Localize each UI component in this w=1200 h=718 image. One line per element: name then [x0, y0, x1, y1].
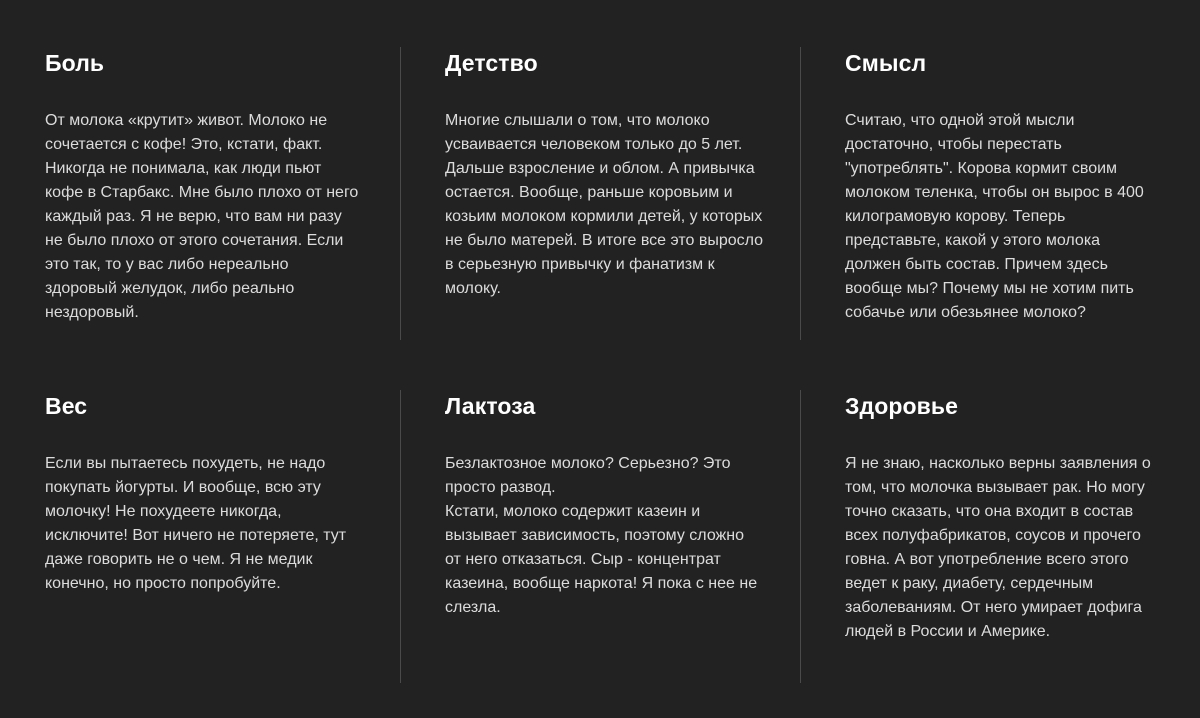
card-title: Лактоза: [445, 393, 536, 419]
card-health: [845, 391, 1175, 644]
column-divider: [400, 390, 401, 683]
card-title: Боль: [45, 50, 105, 76]
card-weight: [45, 391, 375, 596]
column-divider: [800, 390, 801, 683]
card-text: Считаю, что одной этой мысли достаточно, чтобы перестать "употреблять". Корова кормит своим молоком теленка, чтобы он вырос в 400 килограмовую корову. Теперь представьте, какой у этого молока должен быть состав. Причем здесь вообще мы? Почему мы не хотим пить собачье или обезьянее молоко?: [845, 112, 1144, 321]
card-title: Здоровье: [845, 393, 959, 419]
card-lactose: [445, 391, 775, 620]
card-text: Я не знаю, насколько верны заявления о том, что молочка вызывает рак. Но могу точно сказать, что она входит в состав всех полуфабрикатов, соусов и прочего говна. А вот употребление всего этого ведет к раку, диабету, сердечным заболеваниям. От него умирает дофига людей в России и Америке.: [845, 455, 1151, 640]
card-title: Вес: [45, 393, 88, 419]
card-text: Многие слышали о том, что молоко усваивается человеком только до 5 лет. Дальше взросление и облом. А привычка остается. Вообще, раньше коровьим и козьим молоком кормили детей, у которых не было матерей. В итоге все это выросло в серьезную привычку и фанатизм к молоку.: [445, 112, 764, 297]
card-meaning: [845, 48, 1175, 325]
card-title: Детство: [445, 50, 538, 76]
card-text: От молока «крутит» живот. Молоко не сочетается с кофе! Это, кстати, факт. Никогда не понимала, как люди пьют кофе в Старбакс. Мне было плохо от него каждый раз. Я не верю, что вам ни разу не было плохо от этого сочетания. Если это так, то у вас либо нереально здоровый желудок, либо реально нездоровый.: [45, 112, 359, 321]
card-text: Если вы пытаетесь похудеть, не надо покупать йогурты. И вообще, всю эту молочку! Не похудеете никогда, исключите! Вот ничего не потеряете, тут даже говорить не о чем. Я не медик конечно, но просто попробуйте.: [45, 455, 347, 592]
column-divider: [800, 47, 801, 340]
card-childhood: [445, 48, 775, 301]
column-divider: [400, 47, 401, 340]
card-title: Смысл: [845, 50, 927, 76]
card-pain: [45, 48, 375, 325]
card-text: Безлактозное молоко? Серьезно? Это просто развод. Кстати, молоко содержит казеин и вызывает зависимость, поэтому сложно от него отказаться. Сыр - концентрат казеина, вообще наркота! Я пока с нее не слезла.: [445, 455, 758, 616]
